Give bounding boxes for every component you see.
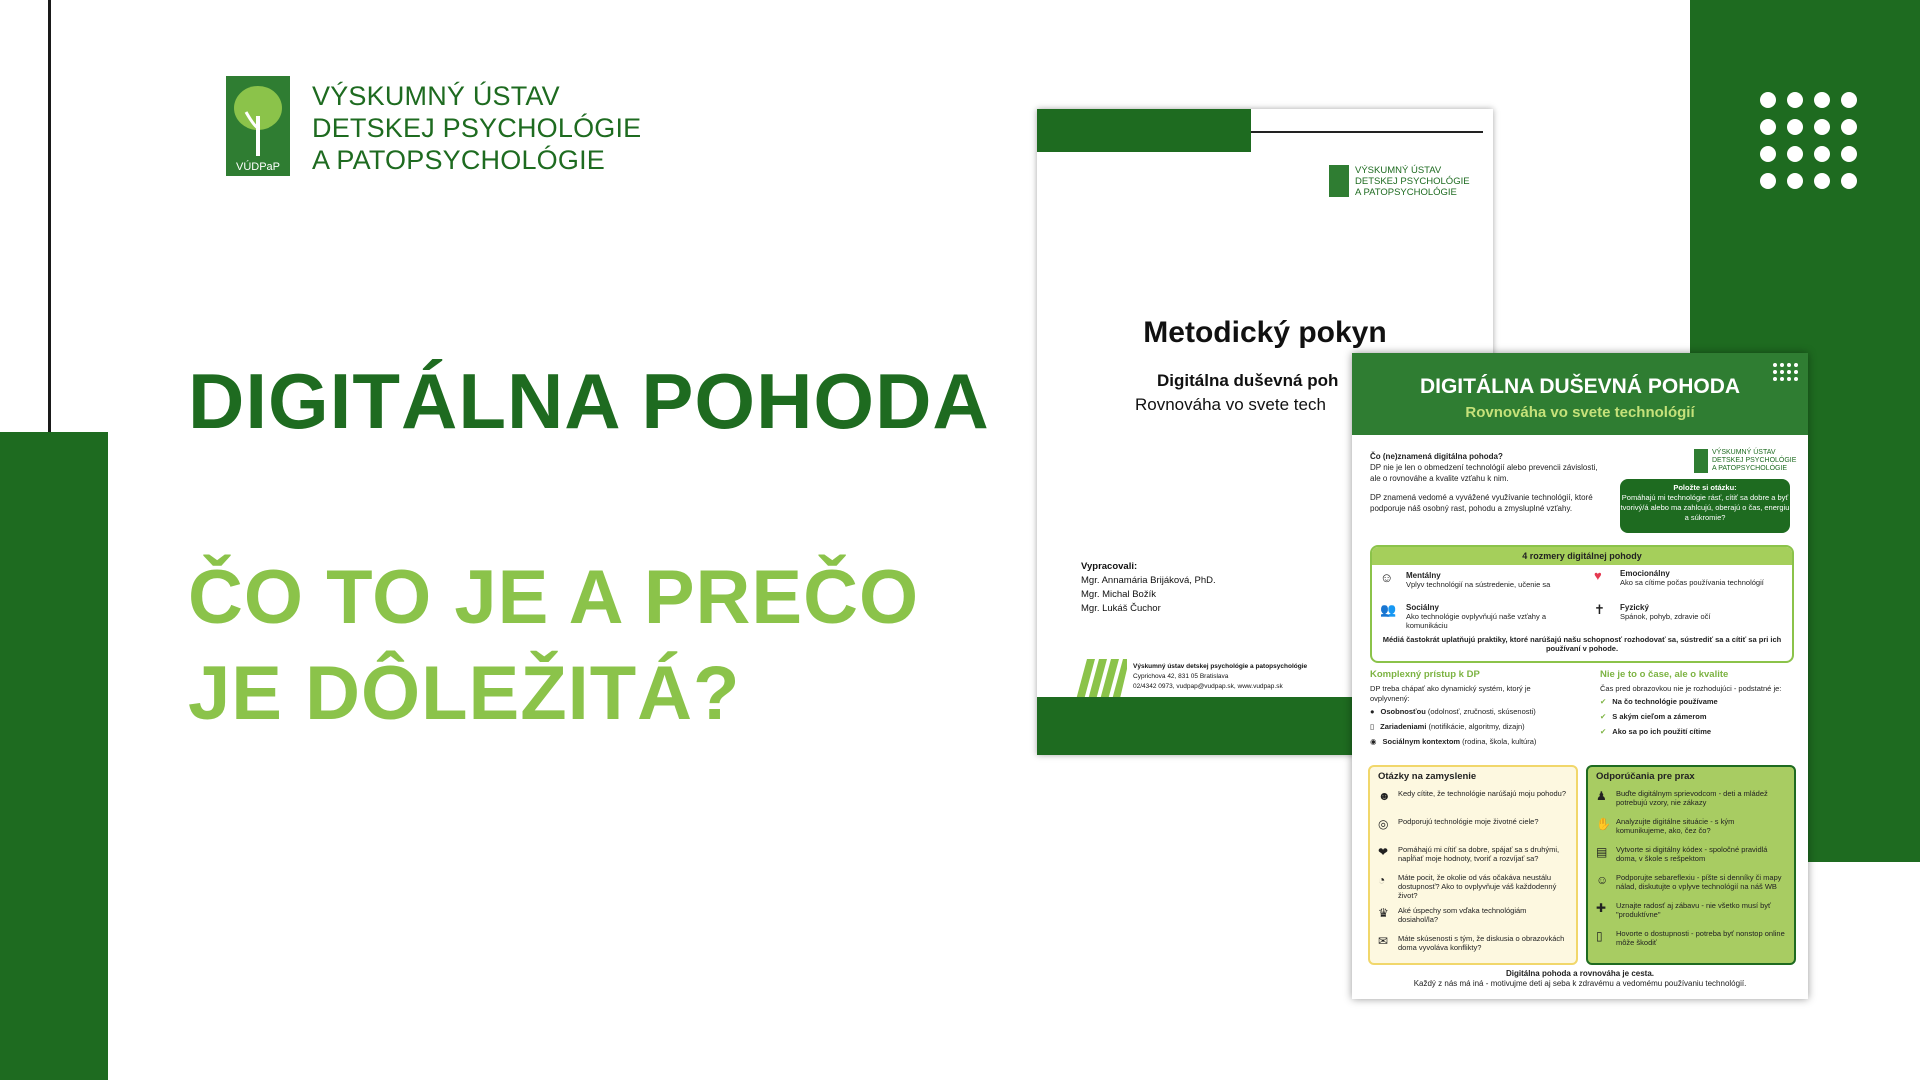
list-item: ◎ Podporujú technológie moje životné ciele? [1370,814,1576,842]
cover-top-line [1251,131,1483,133]
authors-label: Vypracovali: [1081,561,1138,572]
globe-icon: ◉ [1370,737,1377,746]
section-text: Čas pred obrazovkou nie je rozhodujúci - podstatné je: [1600,684,1782,693]
infographic-title: DIGITÁLNA DUŠEVNÁ POHODA [1419,375,1741,398]
dimension-text: Vplyv technológií na sústredenie, učenie sa [1406,580,1551,589]
logo-line: A PATOPSYCHOLÓGIE [1355,187,1457,198]
dimension-text: Ako technológie ovplyvňujú naše vzťahy a komunikáciu [1406,612,1546,630]
clock-24-icon: ◔ [1378,873,1386,887]
intro-question: Čo (ne)znamená digitálna pohoda? [1370,452,1503,461]
left-green-block [0,432,108,1080]
person-icon: ● [1370,707,1375,716]
intro-section [1370,451,1610,514]
list-item: ▯ Hovorte o dostupnosti - potreba byť nonstop online môže škodiť [1588,926,1794,954]
handshake-icon: ✋ [1596,817,1611,831]
logo-abbr: VÚDPaP [235,161,281,173]
footer-line: 02/4342 0973, vudpap@vudpap.sk, www.vudpap.sk [1133,683,1283,690]
logo-line: DETSKEJ PSYCHOLÓGIE [312,113,642,143]
infographic-subtitle: Rovnováha vo svete technológií [1465,404,1695,421]
dimensions-title: 4 rozmery digitálnej pohody [1372,547,1792,565]
section-text: DP treba chápať ako dynamický systém, ktorý je ovplyvnený: [1370,684,1531,703]
footer-line: Cyprichova 42, 831 05 Bratislava [1133,673,1229,680]
logo-line: DETSKEJ PSYCHOLÓGIE [1712,457,1797,464]
section-title: Nie je to o čase, ale o kvalite [1600,669,1729,680]
cover-title: Metodický pokyn [1143,316,1387,349]
box-title: Otázky na zamyslenie [1378,771,1477,782]
footer-text: Každý z nás má iná - motivujme deti aj seba k zdravému a vedomému používaniu technológií. [1413,979,1747,988]
subtitle-line: JE DÔLEŽITÁ? [188,651,741,736]
heart-hand-icon: ❤ [1378,845,1389,859]
list-item: ☺ Podporujte sebareflexiu - píšte si denníky či mapy nálad, diskutujte o vplyve technológií na náš WB [1588,870,1794,898]
quality-section [1600,669,1800,739]
footer-line: Výskumný ústav detskej psychológie a patopsychológie [1133,663,1308,670]
complex-approach-section [1370,669,1570,749]
target-icon: ◎ [1378,817,1389,831]
dimension-name: Emocionálny [1620,569,1670,578]
logo-line: VÝSKUMNÝ ÚSTAV [312,81,560,111]
check-icon: ✔ [1600,727,1607,736]
vertical-divider-line [48,0,51,432]
tree-logo-icon [226,76,290,176]
list-item: ✚ Uznajte radosť aj zábavu - nie všetko musí byť "produktívne" [1588,898,1794,926]
logo-text [312,80,641,176]
dot-grid-decoration [1760,92,1857,189]
people-icon: 👥 [1380,602,1397,617]
logo-line: VÝSKUMNÝ ÚSTAV [1712,449,1776,456]
list-item: ▤ Vytvorte si digitálny kódex - spoločné pravidlá doma, v škole s rešpektom [1588,842,1794,870]
author-name: Mgr. Lukáš Čuchor [1081,603,1161,614]
note-icon: ▤ [1596,845,1608,859]
dimension-physical [1594,603,1784,621]
page-title: DIGITÁLNA POHODA [188,357,990,445]
dimension-name: Mentálny [1406,571,1441,580]
ask-yourself-box [1620,479,1790,533]
list-item: ◉ Sociálnym kontextom (rodina, škola, kultúra) [1370,734,1570,749]
logo-line: A PATOPSYCHOLÓGIE [312,145,605,175]
cover-subtitle: Digitálna duševná poh [1157,371,1339,390]
check-icon: ✔ [1600,697,1607,706]
person-icon: ☻ [1378,789,1391,803]
infographic-footer [1352,969,1808,989]
institute-logo [226,76,641,176]
box-title: Odporúčania pre prax [1596,771,1695,782]
dimensions-box [1370,545,1794,663]
author-name: Mgr. Annamária Brijáková, PhD. [1081,575,1216,586]
author-name: Mgr. Michal Božík [1081,589,1156,600]
logo-line: VÝSKUMNÝ ÚSTAV [1355,165,1442,176]
infographic-logo [1694,449,1796,473]
list-item: ● Osobnosťou (odolnosť, zručnosti, skúsenosti) [1370,704,1570,719]
dimension-text: Ako sa cítime počas používania technológií [1620,578,1764,587]
list-item: ☻ Kedy cítite, že technológie narúšajú moju pohodu? [1370,786,1576,814]
heart-icon: ♥ [1594,568,1602,583]
dimension-social [1380,603,1570,630]
infographic-sheet [1352,353,1808,999]
dimension-name: Sociálny [1406,603,1439,612]
phone-icon: ▯ [1596,929,1603,943]
section-title: Komplexný prístup k DP [1370,669,1480,680]
intro-text: DP nie je len o obmedzení technológií alebo prevencii závislosti, ale o rovnováhe a kvalite vzťahu k nim. [1370,463,1598,483]
cover-subtitle-2: Rovnováha vo svete tech [1135,395,1326,414]
logo-line: DETSKEJ PSYCHOLÓGIE [1355,176,1470,187]
dimension-emotional [1594,569,1784,587]
cover-top-bar [1037,109,1251,152]
cover-authors [1081,560,1216,616]
chat-icon: ✉ [1378,934,1389,948]
logo-line: A PATOPSYCHOLÓGIE [1712,465,1788,472]
intro-text: DP znamená vedomé a vyvážené využívanie technológií, ktoré podporuje náš osobný rast, pohodu a zmysluplné vzťahy. [1370,493,1593,513]
list-item: ✔ Na čo technológie používame [1600,694,1800,709]
dimension-mental [1380,571,1570,589]
cover-logo [1329,165,1470,198]
list-item: ❤ Pomáhajú mi cítiť sa dobre, spájať sa s druhými, napĺňať moje hodnoty, tvoriť a rozvíjať sa? [1370,842,1576,870]
list-item: ♛ Aké úspechy som vďaka technológiám dosiahol/la? [1370,903,1576,931]
dimension-text: Spánok, pohyb, zdravie očí [1620,612,1711,621]
tree-logo-icon [1694,449,1708,473]
reflection-questions-box [1368,765,1578,965]
trophy-icon: ♛ [1378,906,1389,920]
list-item: ✔ S akým cieľom a zámerom [1600,709,1800,724]
list-item: ✔ Ako sa po ich použití cítime [1600,724,1800,739]
body-icon: ✝ [1594,602,1605,617]
list-item: ◔ Máte pocit, že okolie od vás očakáva neustálu dostupnosť? Ako to ovplyvňuje váš každodenný život? [1378,873,1557,900]
list-item: ♟ Buďte digitálnym sprievodcom - deti a mládež potrebujú vzory, nie zákazy [1588,786,1794,814]
dimensions-note: Médiá častokrát uplatňujú praktiky, ktoré narúšajú našu schopnosť rozhodovať sa, sústrediť sa a cítiť sa pri ich používaní v pohode. [1382,635,1782,653]
ask-title: Položte si otázku: [1673,483,1737,492]
list-item: ▯ Zariadeniami (notifikácie, algoritmy, dizajn) [1370,719,1570,734]
ask-text: Pomáhajú mi technológie rásť, cítiť sa dobre a byť tvorivý/á alebo ma zahlcujú, oberajú o čas, energiu a súkromie? [1620,493,1790,522]
footer-bold: Digitálna pohoda a rovnováha je cesta. [1505,969,1655,978]
page-subtitle [188,550,919,742]
list-item: ✉ Máte skúsenosti s tým, že diskusia o obrazovkách doma vyvoláva konflikty? [1370,931,1576,959]
head-icon: ☺ [1380,570,1394,585]
family-icon: ♟ [1596,789,1607,803]
check-icon: ✔ [1600,712,1607,721]
infographic-header [1352,353,1808,435]
subtitle-line: ČO TO JE A PREČO [188,555,920,640]
head-icon: ☺ [1596,873,1609,887]
tree-logo-icon [1329,165,1349,197]
phone-icon: ▯ [1370,722,1375,731]
recommendations-box [1586,765,1796,965]
dimension-name: Fyzický [1620,603,1649,612]
cover-footer-info [1133,662,1307,692]
list-item: ✋ Analyzujte digitálne situácie - s kým komunikujeme, ako, čez čo? [1588,814,1794,842]
gamepad-icon: ✚ [1596,901,1607,915]
